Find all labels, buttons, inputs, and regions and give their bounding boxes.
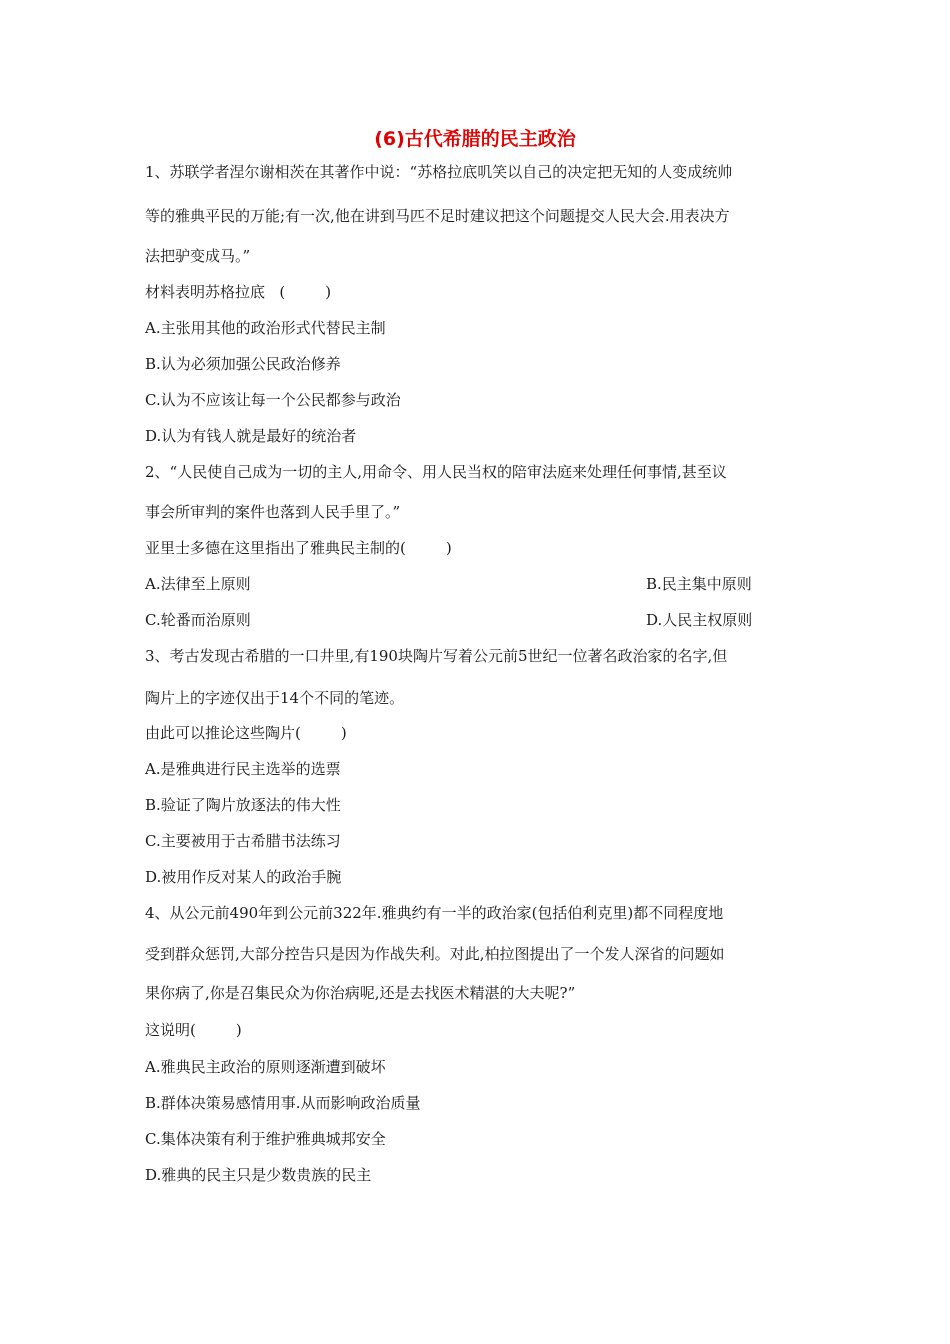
q2-stem-close: )	[445, 539, 452, 557]
q1-stem-close: )	[325, 283, 332, 301]
q1-text-line: 等的雅典平民的万能;有一次,他在讲到马匹不足时建议把这个问题提交人民大会.用表决方	[145, 207, 730, 225]
q3-stem	[145, 723, 347, 743]
q2-option-a: A.法律至上原则	[145, 575, 251, 593]
q3-option-d: D.被用作反对某人的政治手腕	[145, 868, 342, 886]
q2-option-d: D.人民主权原则	[646, 611, 753, 629]
q4-stem-text: 这说明(	[145, 1021, 196, 1039]
q3-option-b: B.验证了陶片放逐法的伟大性	[145, 796, 341, 814]
q2-text-line: 事会所审判的案件也落到人民手里了。”	[145, 503, 401, 521]
q4-text-line: 4、从公元前490年到公元前322年.雅典约有一半的政治家(包括伯利克里)都不同程度地	[145, 904, 724, 922]
q1-stem-open: (	[279, 283, 286, 301]
q3-text-line: 陶片上的字迹仅出于14个不同的笔迹。	[145, 689, 405, 707]
q1-text-line: 法把驴变成马。”	[145, 247, 251, 265]
q4-option-c: C.集体决策有利于维护雅典城邦安全	[145, 1130, 386, 1148]
q2-text-line: 2、“人民使自己成为一切的主人,用命令、用人民当权的陪审法庭来处理任何事情,甚至议	[145, 463, 727, 481]
page-title: (6)古代希腊的民主政治	[374, 128, 576, 150]
q2-option-c: C.轮番而治原则	[145, 611, 251, 629]
q1-option-b: B.认为必须加强公民政治修养	[145, 355, 341, 373]
q3-stem-close: )	[340, 724, 347, 742]
q1-stem	[145, 282, 331, 302]
q1-option-d: D.认为有钱人就是最好的统治者	[145, 427, 357, 445]
q4-stem	[145, 1020, 242, 1040]
q4-option-d: D.雅典的民主只是少数贵族的民主	[145, 1166, 372, 1184]
q3-stem-text: 由此可以推论这些陶片(	[145, 724, 301, 742]
q4-text-line: 果你病了,你是召集民众为你治病呢,还是去找医术精湛的大夫呢?”	[145, 984, 576, 1002]
q4-option-a: A.雅典民主政治的原则逐渐遭到破坏	[145, 1058, 386, 1076]
q1-stem-text: 材料表明苏格拉底	[145, 283, 266, 301]
q1-option-a: A.主张用其他的政治形式代替民主制	[145, 319, 386, 337]
q3-option-c: C.主要被用于古希腊书法练习	[145, 832, 341, 850]
q4-option-b: B.群体决策易感情用事.从而影响政治质量	[145, 1094, 421, 1112]
q2-stem	[145, 538, 452, 558]
q1-option-c: C.认为不应该让每一个公民都参与政治	[145, 391, 401, 409]
q3-text-line: 3、考古发现古希腊的一口井里,有190块陶片写着公元前5世纪一位著名政治家的名字,但	[145, 647, 728, 665]
q2-stem-text: 亚里士多德在这里指出了雅典民主制的(	[145, 539, 406, 557]
q2-option-b: B.民主集中原则	[646, 575, 752, 593]
q4-text-line: 受到群众惩罚,大部分控告只是因为作战失利。对此,柏拉图提出了一个发人深省的问题如	[145, 945, 725, 963]
q1-text-line: 1、苏联学者涅尔谢相茨在其著作中说：“苏格拉底叽笑以自己的决定把无知的人变成统帅	[145, 163, 733, 181]
q4-stem-close: )	[235, 1021, 242, 1039]
q3-option-a: A.是雅典进行民主选举的选票	[145, 760, 341, 778]
